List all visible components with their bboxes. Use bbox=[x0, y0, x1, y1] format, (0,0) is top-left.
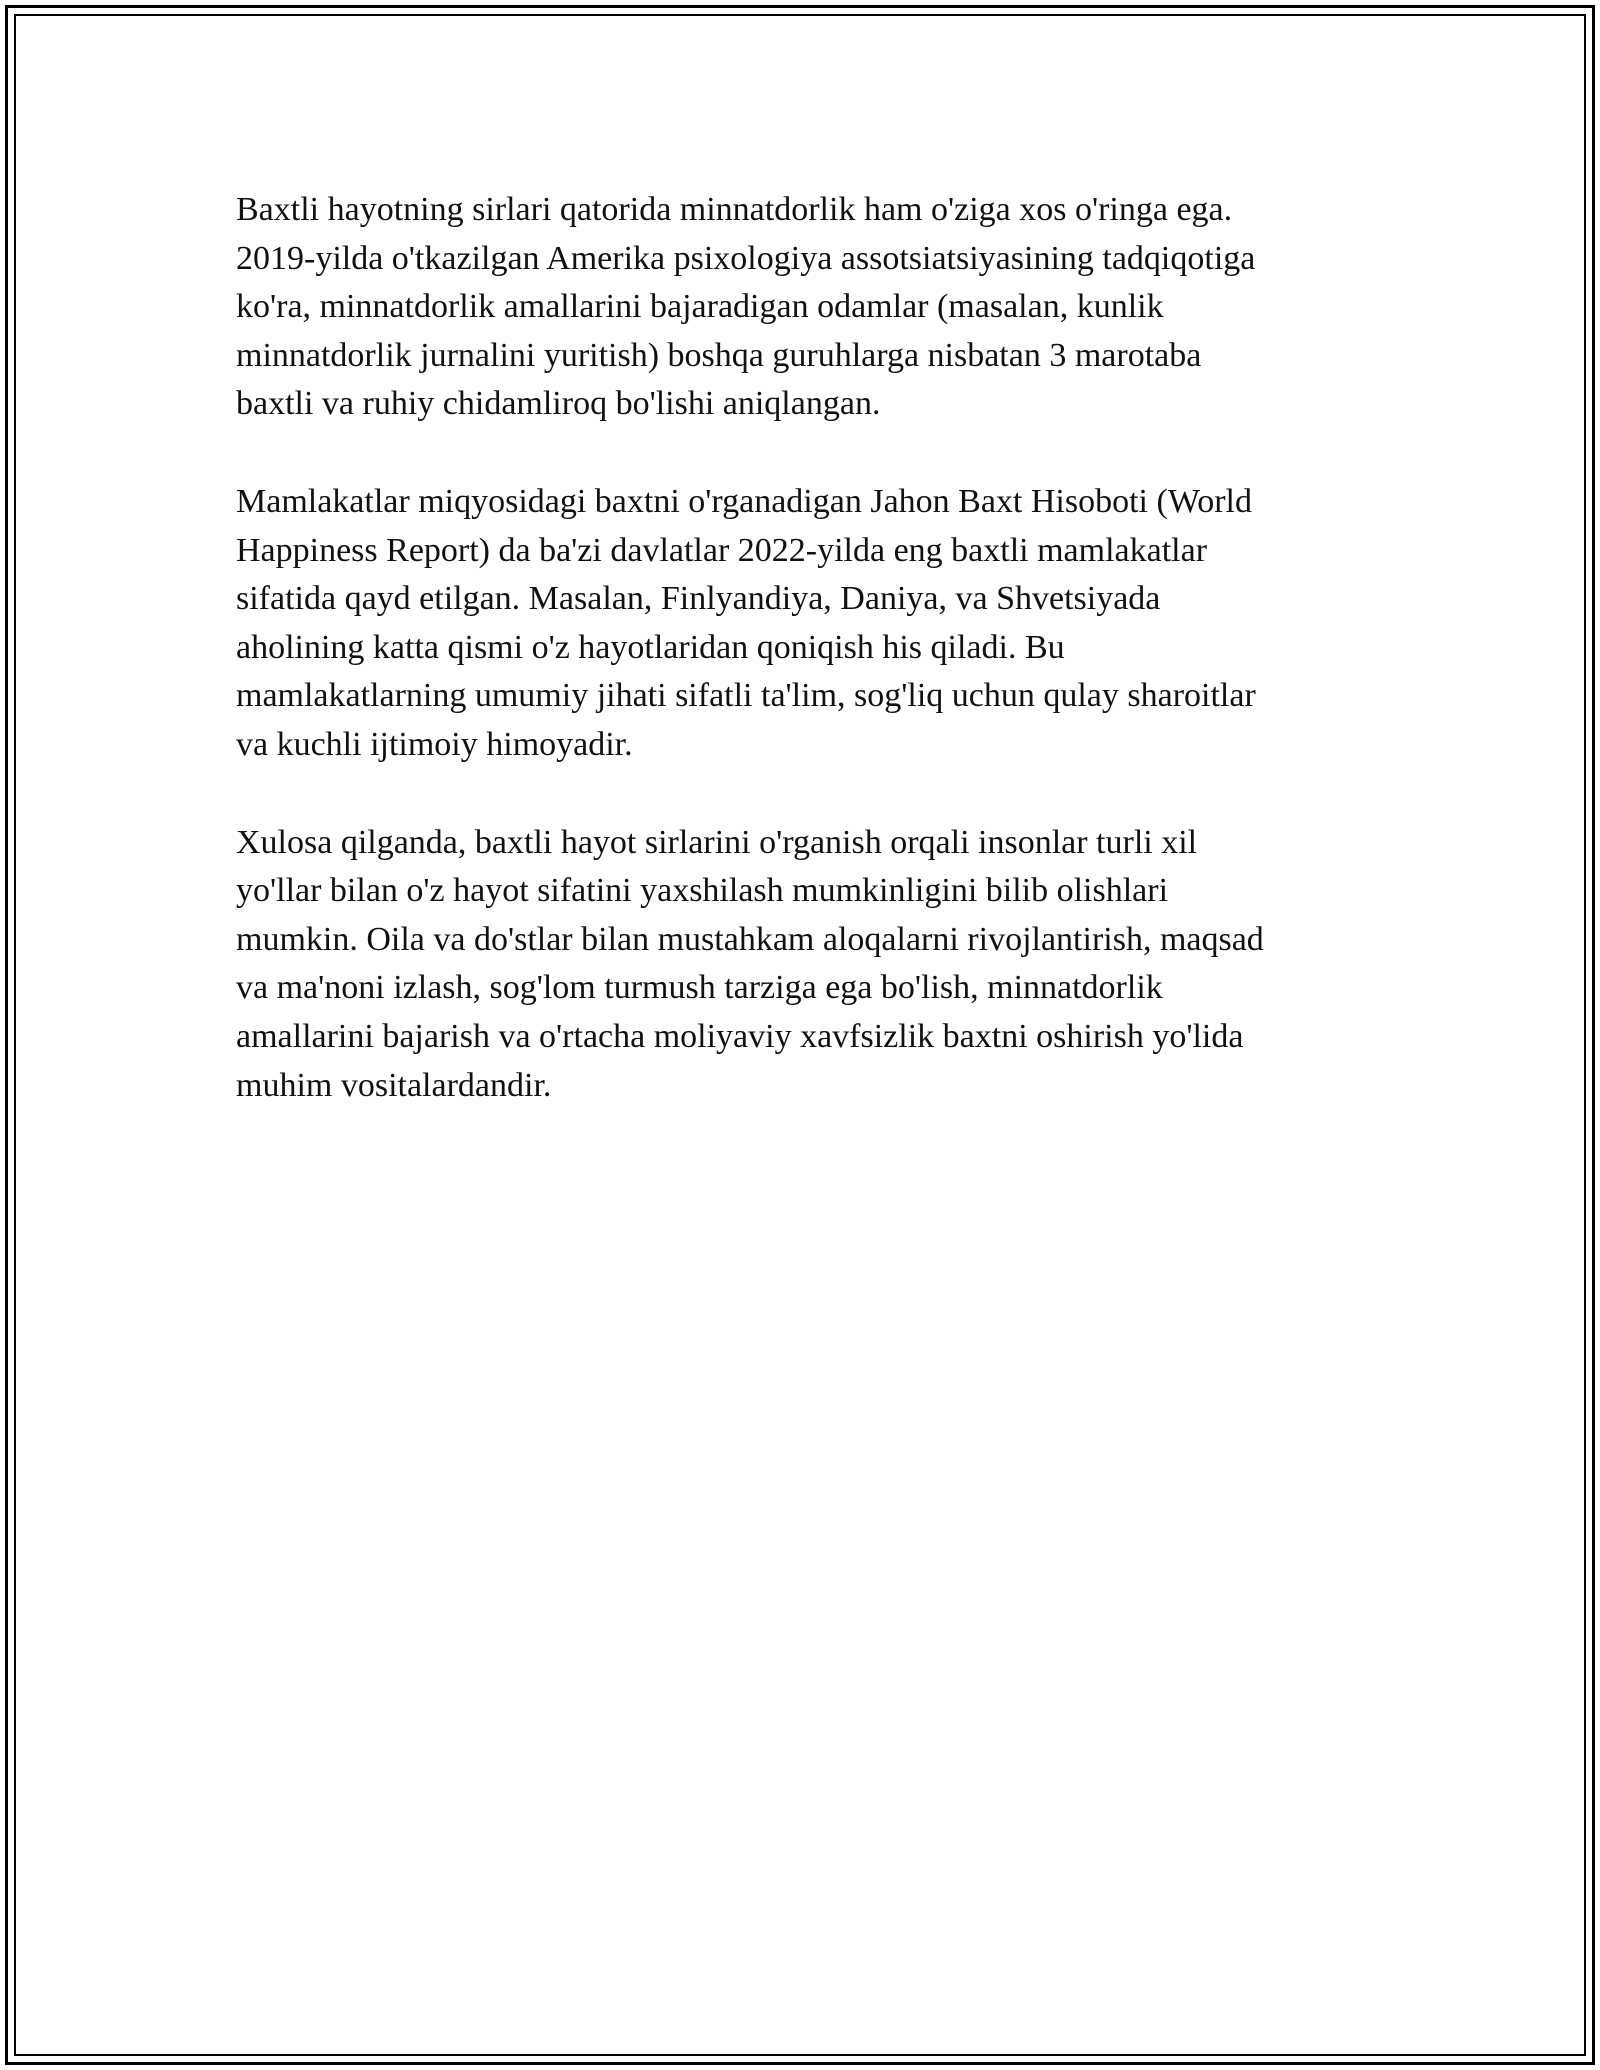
text-line: va ma'noni izlash, sog'lom turmush tarziga ega bo'lish, minnatdorlik bbox=[236, 969, 1163, 1007]
text-line: ko'ra, minnatdorlik amallarini bajaradigan odamlar (masalan, kunlik bbox=[236, 288, 1164, 326]
text-line: muhim vositalardandir. bbox=[236, 1066, 552, 1104]
text-line: yo'llar bilan o'z hayot sifatini yaxshilash mumkinligini bilib olishlari bbox=[236, 872, 1169, 910]
text-line: Xulosa qilganda, baxtli hayot sirlarini o'rganish orqali insonlar turli xil bbox=[236, 823, 1198, 861]
text-line: minnatdorlik jurnalini yuritish) boshqa guruhlarga nisbatan 3 marotaba bbox=[236, 336, 1202, 374]
text-line: baxtli va ruhiy chidamliroq bo'lishi aniqlangan. bbox=[236, 385, 881, 423]
text-line: amallarini bajarish va o'rtacha moliyaviy xavfsizlik baxtni oshirish yo'lida bbox=[236, 1017, 1244, 1055]
document-body bbox=[236, 186, 1366, 1159]
text-line: Happiness Report) da ba'zi davlatlar 2022-yilda eng baxtli mamlakatlar bbox=[236, 531, 1208, 569]
text-line: mamlakatlarning umumiy jihati sifatli ta'lim, sog'liq uchun qulay sharoitlar bbox=[236, 677, 1256, 715]
paragraph-conclusion bbox=[236, 819, 1366, 1111]
text-line: aholining katta qismi o'z hayotlaridan qoniqish his qiladi. Bu bbox=[236, 628, 1065, 666]
paragraph-world-happiness-report bbox=[236, 478, 1366, 770]
text-line: 2019-yilda o'tkazilgan Amerika psixologiya assotsiatsiyasining tadqiqotiga bbox=[236, 239, 1256, 277]
text-line: Baxtli hayotning sirlari qatorida minnatdorlik ham o'ziga xos o'ringa ega. bbox=[236, 191, 1233, 228]
text-line: sifatida qayd etilgan. Masalan, Finlyandiya, Daniya, va Shvetsiyada bbox=[236, 580, 1161, 618]
paragraph-gratitude bbox=[236, 186, 1366, 429]
text-line: Mamlakatlar miqyosidagi baxtni o'rganadigan Jahon Baxt Hisoboti (World bbox=[236, 482, 1252, 520]
text-line: va kuchli ijtimoiy himoyadir. bbox=[236, 725, 633, 763]
text-line: mumkin. Oila va do'stlar bilan mustahkam aloqalarni rivojlantirish, maqsad bbox=[236, 920, 1264, 958]
